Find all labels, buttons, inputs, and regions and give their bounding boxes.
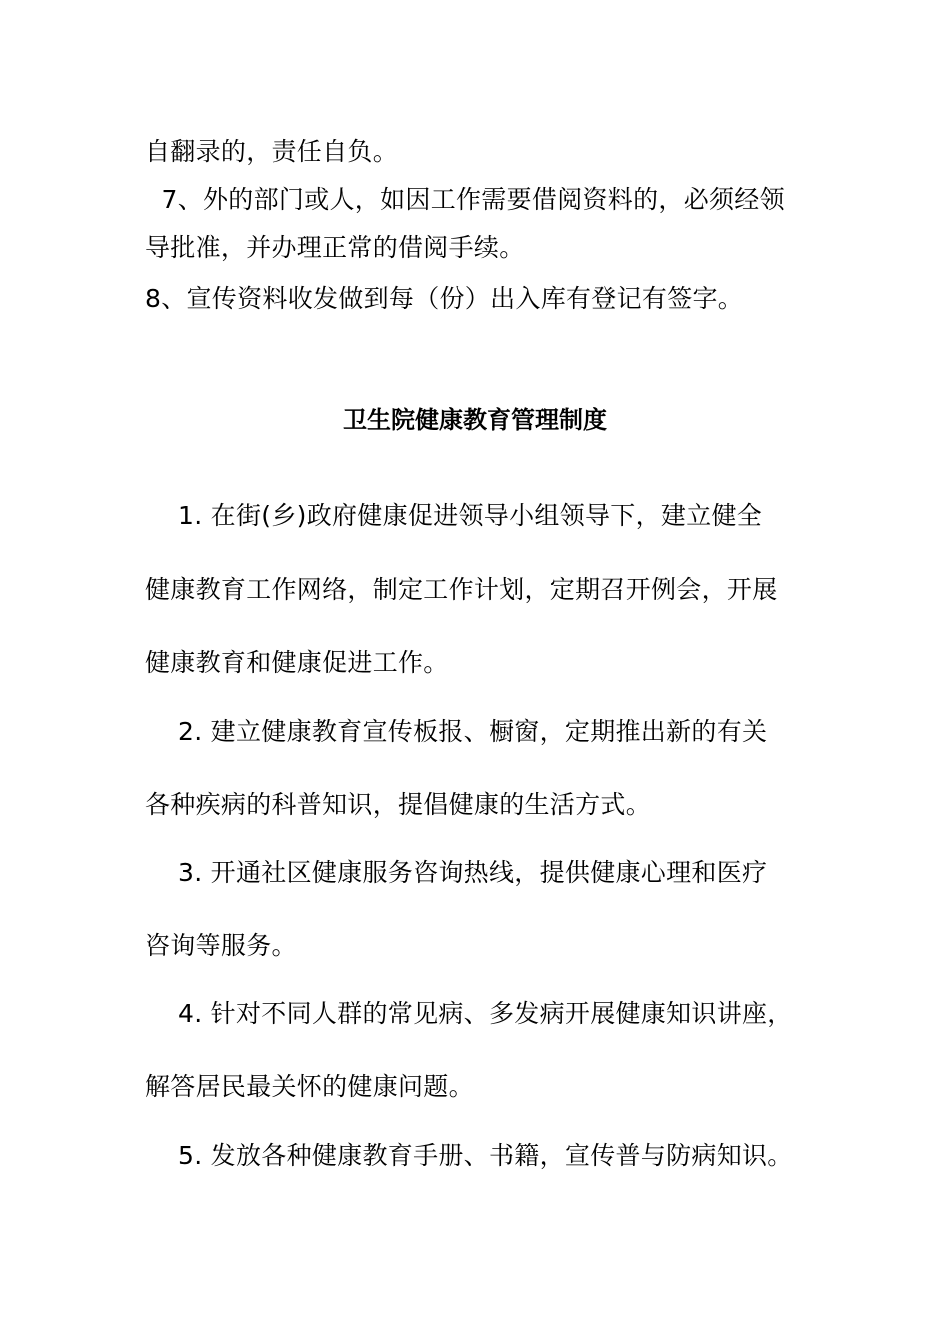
paragraph-line: 健康教育和健康促进工作。 bbox=[145, 648, 449, 677]
text-line: 7、外的部门或人，如因工作需要借阅资料的，必须经领 bbox=[145, 185, 785, 214]
paragraph-line: 5. 发放各种健康教育手册、书籍，宣传普与防病知识。 bbox=[145, 1141, 793, 1170]
paragraph-line: 1. 在街(乡)政府健康促进领导小组领导下，建立健全 bbox=[145, 501, 763, 530]
text-line: 8、宣传资料收发做到每（份）出入库有登记有签字。 bbox=[145, 284, 744, 313]
paragraph-line: 4. 针对不同人群的常见病、多发病开展健康知识讲座， bbox=[145, 999, 793, 1028]
text-line: 自翻录的，责任自负。 bbox=[145, 137, 399, 166]
text-line: 导批准，并办理正常的借阅手续。 bbox=[145, 233, 525, 262]
paragraph-line: 2. 建立健康教育宣传板报、橱窗，定期推出新的有关 bbox=[145, 717, 768, 746]
section-title: 卫生院健康教育管理制度 bbox=[343, 406, 607, 434]
paragraph-line: 各种疾病的科普知识，提倡健康的生活方式。 bbox=[145, 790, 652, 819]
paragraph-line: 咨询等服务。 bbox=[145, 931, 297, 960]
paragraph-line: 健康教育工作网络，制定工作计划，定期召开例会，开展 bbox=[145, 575, 778, 604]
paragraph-line: 解答居民最关怀的健康问题。 bbox=[145, 1072, 474, 1101]
paragraph-line: 3. 开通社区健康服务咨询热线，提供健康心理和医疗 bbox=[145, 858, 768, 887]
